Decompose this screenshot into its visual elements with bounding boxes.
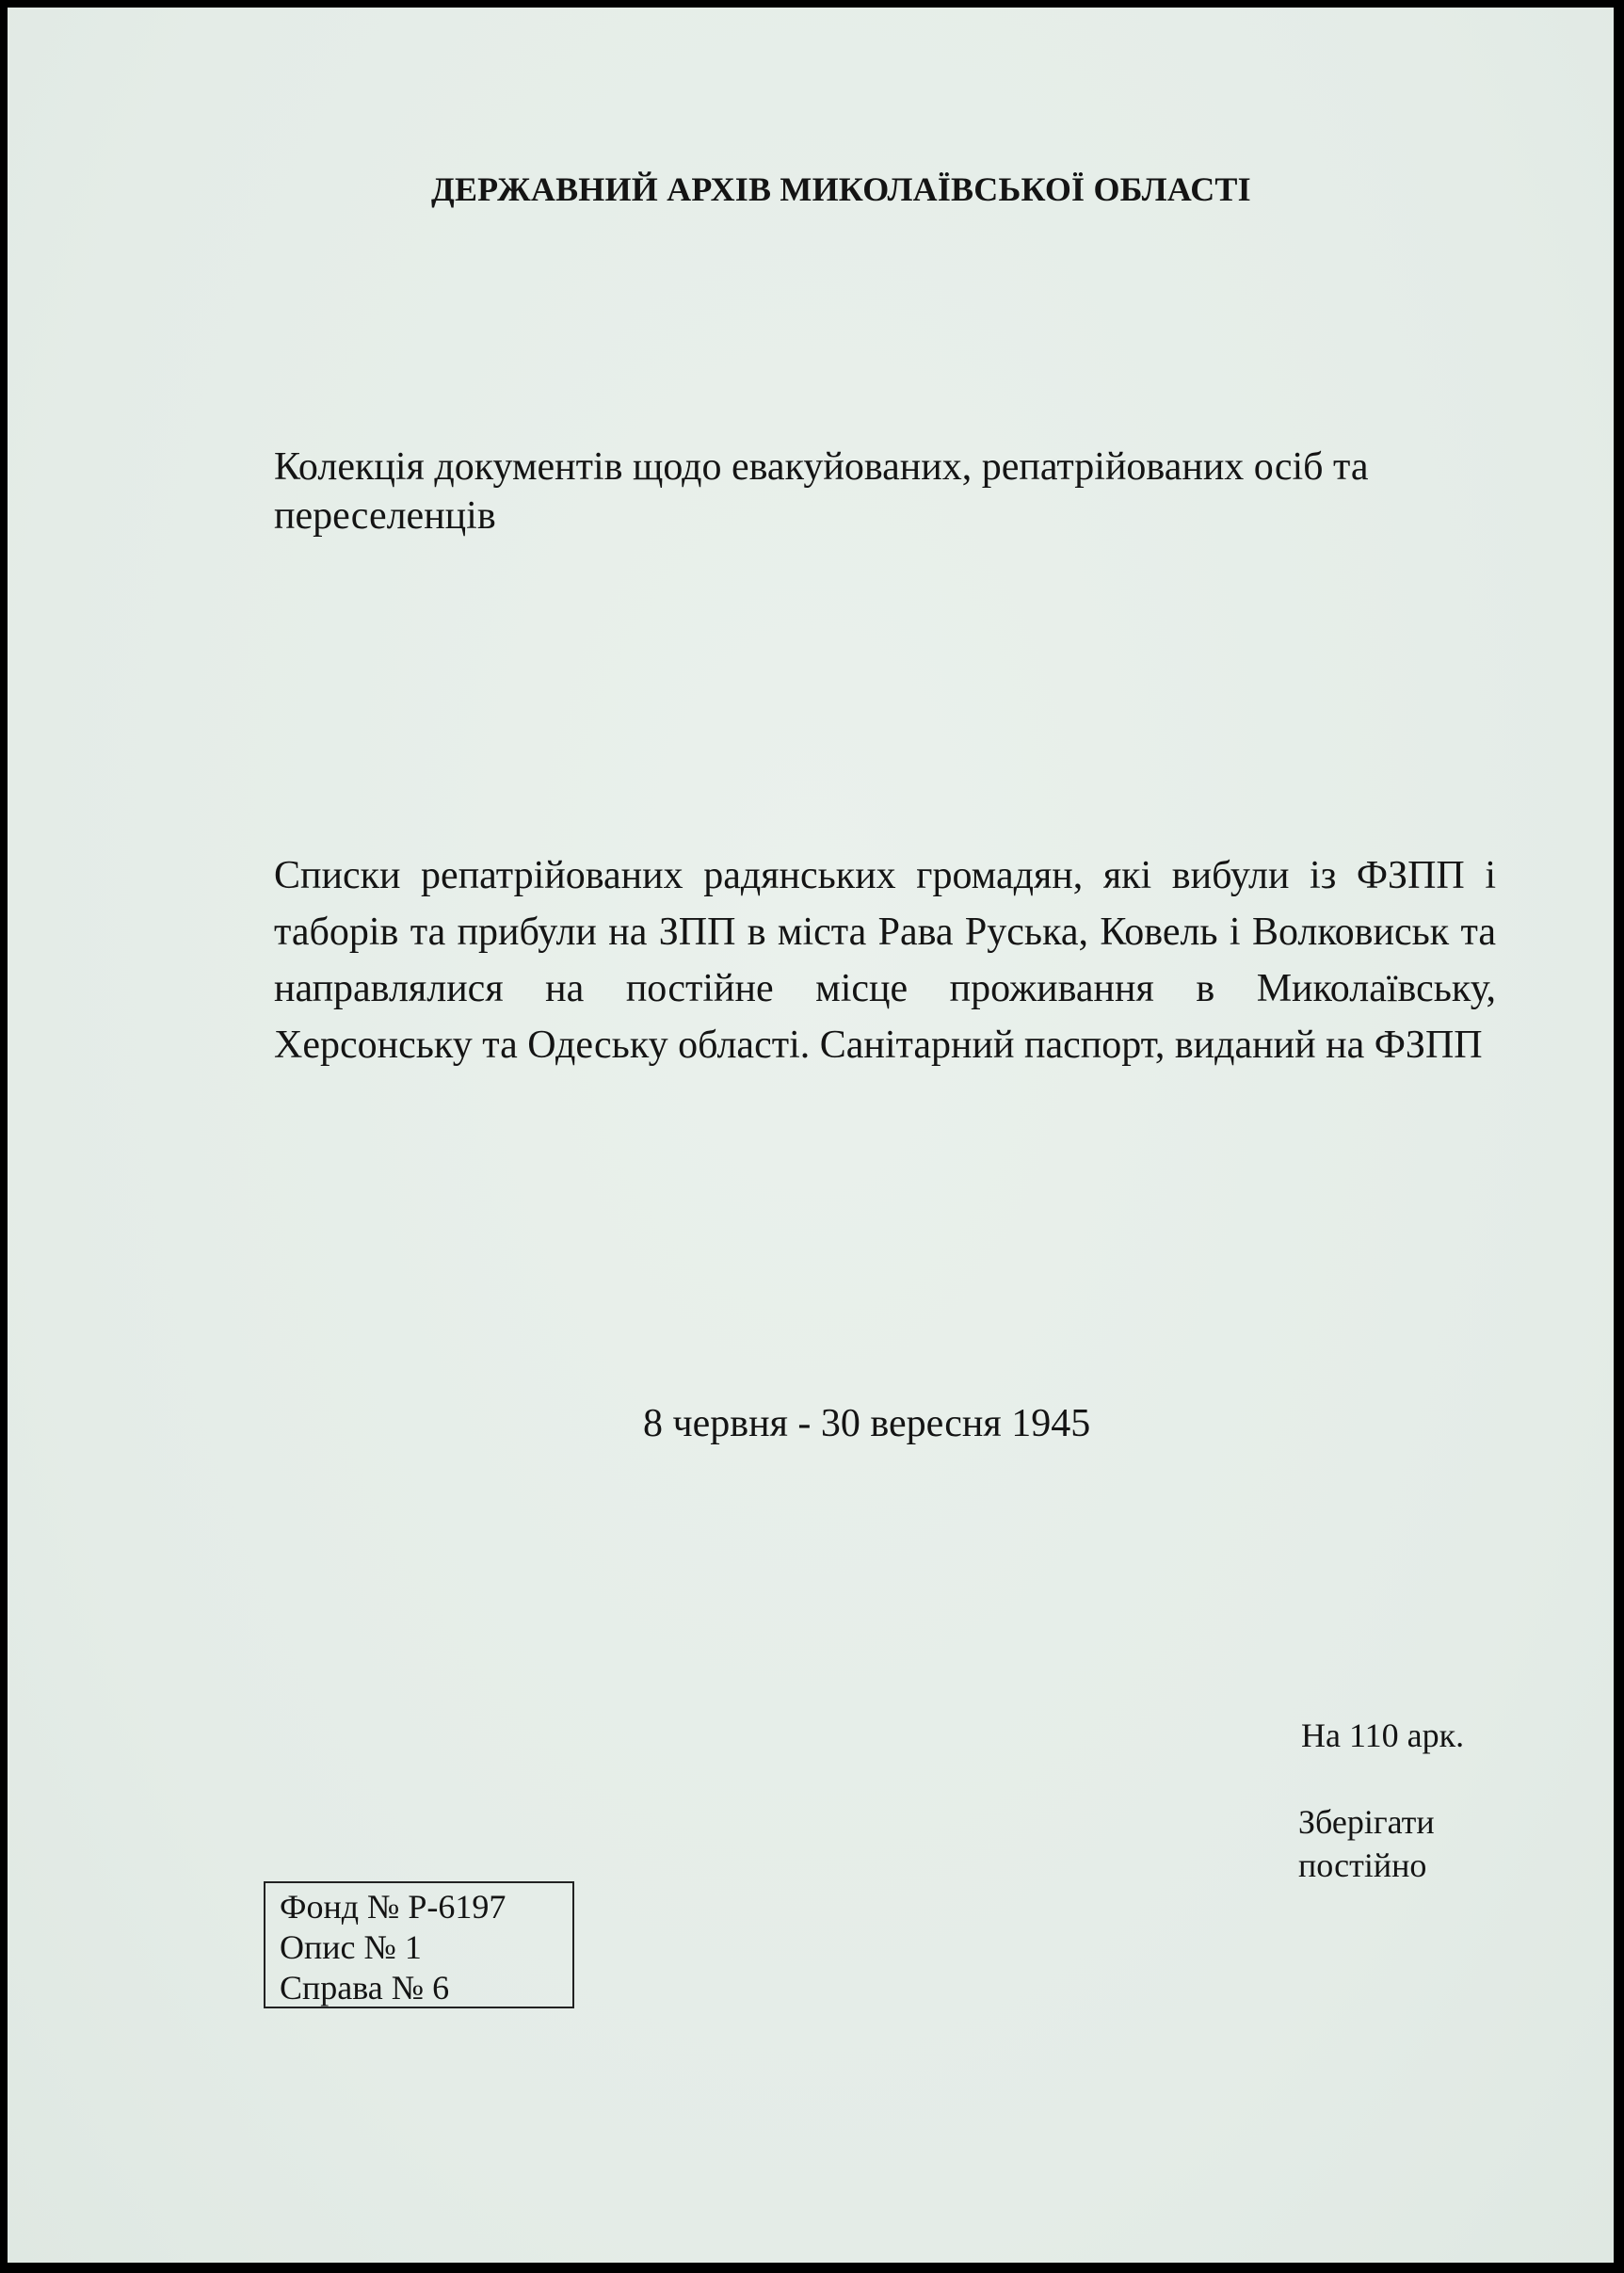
collection-title: Колекція документів щодо евакуйованих, репатрійованих осіб та переселенців bbox=[274, 445, 1369, 538]
case-description: Списки репатрійованих радянських громадян, які вибули із ФЗПП і таборів та прибули на ЗПП в міста Рава Руська, Ковель і Волковиськ та направлялися на постійне місце проживання в Миколаївську, Херсонську та Одеську області. Санітарний паспорт, виданий на ФЗПП bbox=[274, 854, 1496, 1067]
sheets-count: На 110 арк. bbox=[1301, 1717, 1465, 1754]
storage-term bbox=[1298, 1800, 1435, 1887]
storage-line-1: Зберігати bbox=[1298, 1803, 1435, 1841]
opys-number: Опис № 1 bbox=[280, 1928, 422, 1966]
date-range: 8 червня - 30 вересня 1945 bbox=[643, 1402, 1091, 1445]
archive-reference-box bbox=[264, 1881, 574, 2008]
storage-line-2: постійно bbox=[1298, 1846, 1427, 1884]
archive-header: ДЕРЖАВНИЙ АРХІВ МИКОЛАЇВСЬКОЇ ОБЛАСТІ bbox=[431, 170, 1251, 208]
document-sheet bbox=[8, 8, 1614, 2263]
sprava-number: Справа № 6 bbox=[280, 1969, 450, 2007]
fond-number: Фонд № Р-6197 bbox=[280, 1888, 506, 1926]
